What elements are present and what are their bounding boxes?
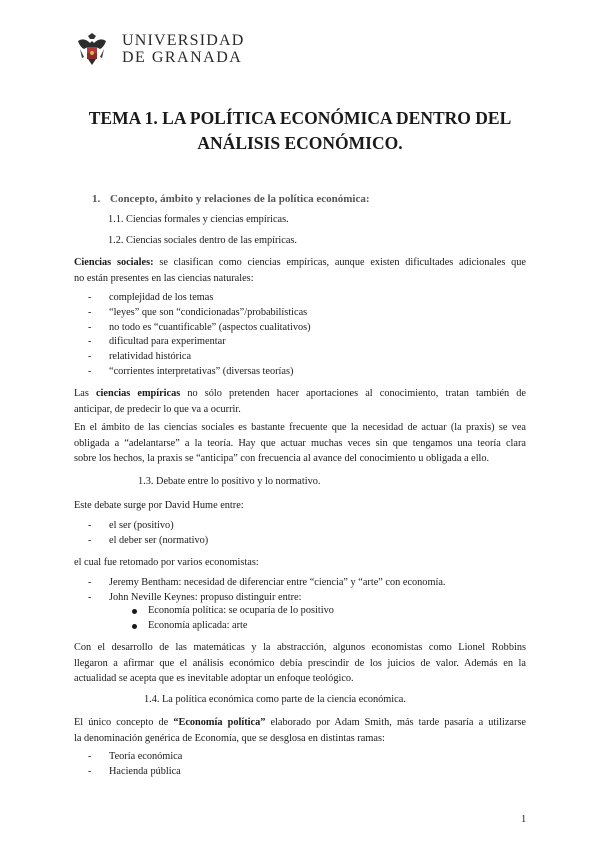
university-crest-icon bbox=[70, 27, 114, 71]
subsection-1-1: 1.1. Ciencias formales y ciencias empíricas. bbox=[108, 214, 289, 225]
university-logo bbox=[70, 24, 260, 74]
hume-list bbox=[88, 519, 208, 549]
keynes-list bbox=[128, 604, 334, 633]
ciencias-empiricas-term: ciencias empíricas bbox=[95, 388, 181, 399]
list-item: - el deber ser (normativo) bbox=[88, 534, 209, 546]
list-item: Economía política: se ocuparía de lo positivo bbox=[128, 604, 334, 619]
robbins-paragraph: Con el desarrollo de las matemáticas y la abstracción, algunos economistas como Lionel Robbins llegaron a afirmar que el análisis económico debía prescindir de los juicios de valor. Además en la actualidad se acepta que es inevitable adoptar un enfoque teológico. bbox=[74, 642, 526, 684]
ciencias-sociales-term: Ciencias sociales: bbox=[74, 257, 154, 268]
university-name-line2: DE GRANADA bbox=[122, 49, 243, 66]
list-item: - no todo es “cuantificable” (aspectos cualitativos) bbox=[88, 321, 311, 333]
subsection-1-2: 1.2. Ciencias sociales dentro de las empíricas. bbox=[108, 235, 298, 246]
ciencias-sociales-text-1: se clasifican como ciencias empíricas, aunque existen dificultades adicionales que bbox=[153, 257, 527, 268]
ciencias-sociales-text-2: no están presentes en las ciencias naturales: bbox=[74, 272, 254, 284]
title-line1: TEMA 1. LA POLÍTICA ECONÓMICA DENTRO DEL bbox=[88, 108, 512, 128]
list-item: Economía aplicada: arte bbox=[128, 619, 334, 634]
hume-after: el cual fue retomado por varios economistas: bbox=[74, 557, 259, 568]
ramas-list bbox=[88, 750, 182, 780]
ciencias-empiricas-paragraph: Las ciencias empíricas no sólo pretenden hacer aportaciones al conocimiento, tratan también de anticipar, de predecir lo que va a ocurrir. bbox=[74, 388, 526, 415]
economistas-list bbox=[88, 576, 445, 606]
list-item: - relatividad histórica bbox=[88, 351, 192, 363]
smith-paragraph: El único concepto de “Economía política” elaborado por Adam Smith, más tarde pasaría a utilizarse la denominación genérica de Economía, que se desglosa en distintas ramas: bbox=[74, 717, 526, 744]
list-item: - Hacienda pública bbox=[88, 765, 181, 777]
economia-politica-term: “Economía política” bbox=[173, 717, 266, 728]
list-item: - dificultad para experimentar bbox=[88, 336, 226, 348]
section-heading-text: Concepto, ámbito y relaciones de la política económica: bbox=[110, 193, 370, 205]
title-line2: ANÁLISIS ECONÓMICO. bbox=[197, 133, 403, 153]
list-item: - complejidad de los temas bbox=[88, 292, 214, 303]
list-item: - Teoría económica bbox=[88, 751, 183, 762]
page-number: 1 bbox=[521, 814, 527, 825]
ciencias-sociales-paragraph bbox=[74, 255, 526, 286]
list-item: - el ser (positivo) bbox=[88, 520, 174, 531]
list-item: - Jeremy Bentham: necesidad de diferenciar entre “ciencia” y “arte” con economía. bbox=[88, 577, 446, 588]
list-item: - “corrientes interpretativas” (diversas teorías) bbox=[88, 365, 294, 377]
page-title bbox=[70, 106, 530, 156]
list-item: - “leyes” que son “condicionadas”/probabilísticas bbox=[88, 306, 308, 318]
university-name-line1: UNIVERSIDAD bbox=[122, 32, 245, 49]
ambito-paragraph: En el ámbito de las ciencias sociales es bastante frecuente que la necesidad de actuar (la praxis) se vea obligada a “adelantarse” a la teoría. Hay que actuar muchas veces sin que tengamos una teoría clara sobre los hechos, la praxis se “anticipa” con frecuencia al avance del conocimiento u obligada a ello. bbox=[74, 422, 526, 464]
list-item: - John Neville Keynes: propuso distinguir entre: bbox=[88, 591, 302, 603]
section-number: 1. bbox=[92, 193, 101, 205]
hume-intro: Este debate surge por David Hume entre: bbox=[74, 500, 244, 511]
subsection-1-4: 1.4. La política económica como parte de la ciencia económica. bbox=[144, 694, 406, 705]
subsection-1-3: 1.3. Debate entre lo positivo y lo normativo. bbox=[138, 476, 321, 487]
ciencias-sociales-list bbox=[88, 291, 311, 380]
section-heading bbox=[92, 193, 369, 205]
